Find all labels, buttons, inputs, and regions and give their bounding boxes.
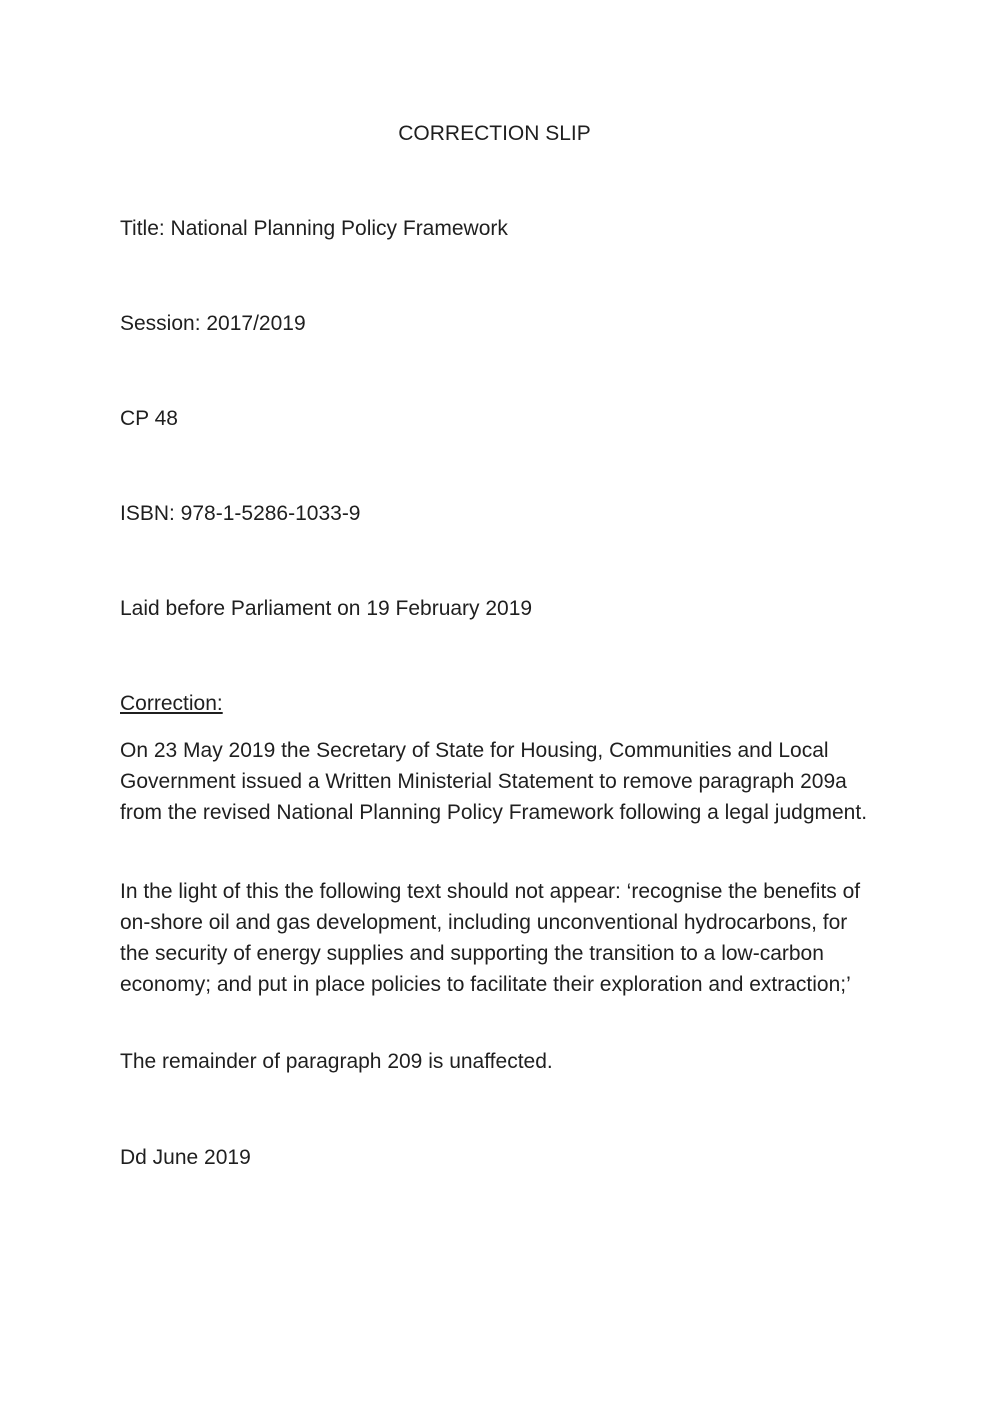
correction-paragraph-1: On 23 May 2019 the Secretary of State for Housing, Communities and Local Government issued a Written Ministerial Statement to remove paragraph 209a from the revised National Planning Policy Framework following a legal judgment.: [120, 739, 868, 824]
correction-label: Correction:: [120, 692, 223, 715]
date-line: Dd June 2019: [120, 1146, 251, 1169]
correction-paragraph-3: The remainder of paragraph 209 is unaffected.: [120, 1050, 553, 1073]
title-line: Title: National Planning Policy Framework: [120, 217, 508, 240]
isbn-line: ISBN: 978-1-5286-1033-9: [120, 502, 361, 525]
correction-paragraph-2: In the light of this the following text should not appear: ‘recognise the benefits of on-shore oil and gas development, including unconventional hydrocarbons, for the security of energy supplies and supporting the transition to a low-carbon economy; and put in place policies to facilitate their exploration and extraction;’: [120, 880, 861, 996]
session-line: Session: 2017/2019: [120, 312, 306, 335]
heading-text: CORRECTION SLIP: [398, 122, 591, 145]
cp-number-line: CP 48: [120, 407, 178, 430]
laid-before-parliament-line: Laid before Parliament on 19 February 2019: [120, 597, 533, 620]
document-heading: [0, 122, 991, 146]
